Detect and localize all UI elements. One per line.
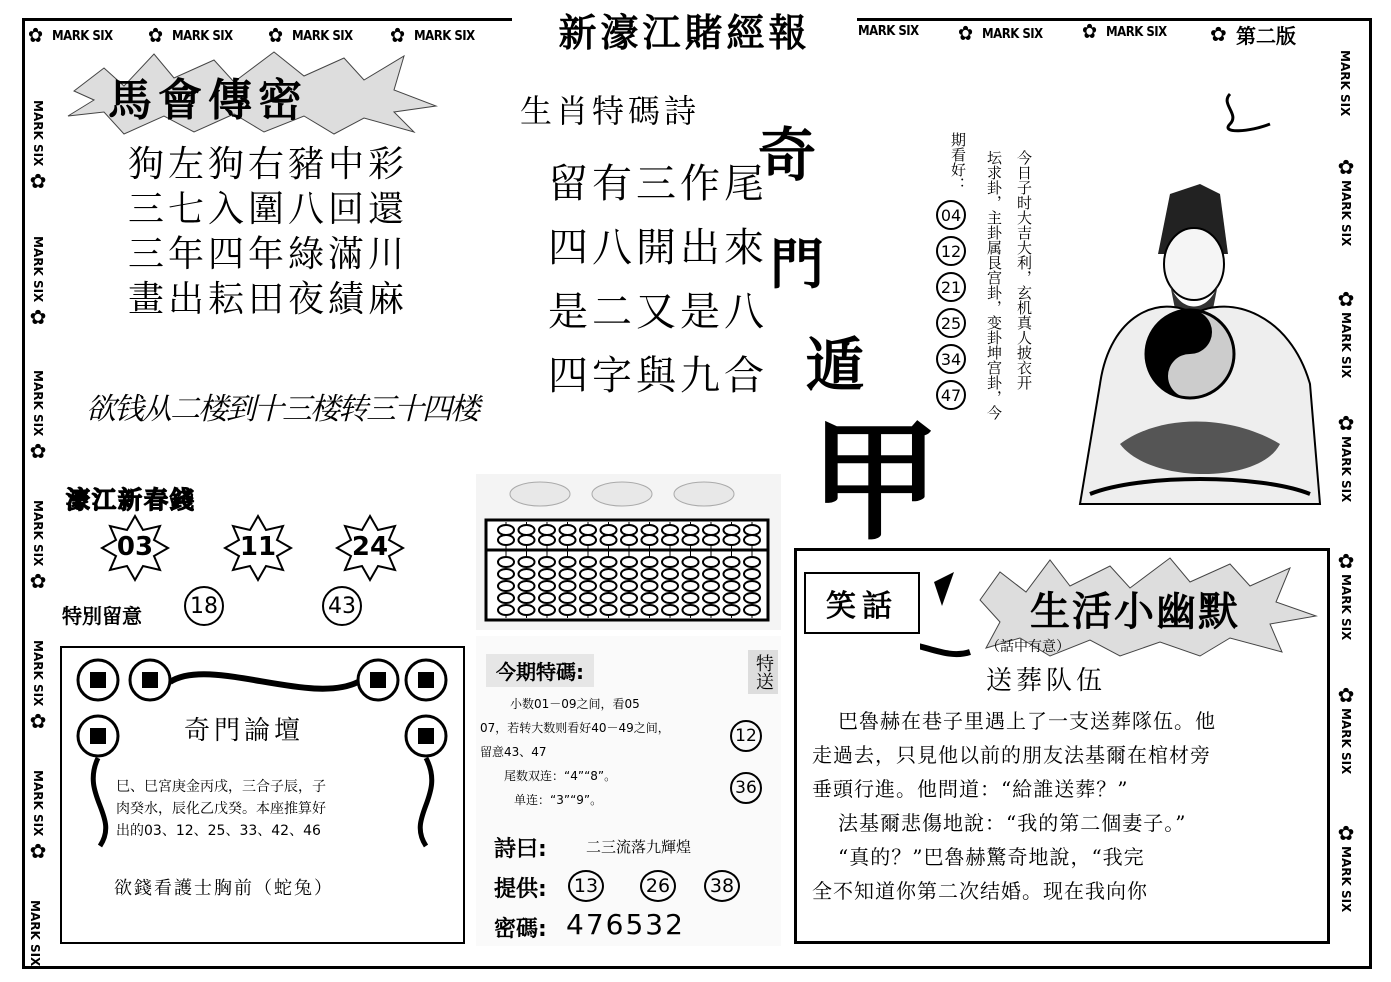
- prophecy-number: 25: [936, 308, 966, 338]
- mark-six-logo: ✿ MARK SIX: [1082, 22, 1167, 42]
- special-number: 18: [184, 586, 224, 626]
- abacus-bead: [662, 605, 678, 615]
- abacus-bead: [744, 525, 760, 535]
- prophecy-col2: 坛求卦，主卦属艮宫卦，变卦坤宫卦，今: [985, 150, 1003, 420]
- mark-six-logo: ✿ MARK SIX: [1336, 156, 1356, 246]
- zodiac-poem: 留有三作尾 四八開出來 是二又是八 四字與九合: [548, 161, 768, 399]
- abacus-bead: [662, 535, 678, 545]
- mark-six-logo: MARK SIX ✿: [28, 640, 48, 730]
- qimen-char: 奇: [758, 121, 817, 189]
- abacus-bead: [601, 581, 617, 591]
- mark-six-logo: ✿ MARK SIX: [390, 26, 475, 46]
- forum-text: 巳、巳宮庚金丙戌，三合子辰，子 肉癸水，辰化乙戊癸。本座推算好 出的03、12、25、33、42、46: [116, 779, 326, 839]
- abacus-bead: [601, 525, 617, 535]
- abacus-bead: [601, 557, 617, 567]
- mark-six-logo: MARK SIX ✿: [28, 100, 48, 190]
- mark-six-logo: MARK SIX: [28, 900, 42, 967]
- prophecy-number: 21: [936, 272, 966, 302]
- abacus-bead: [580, 605, 596, 615]
- star-number: 03: [116, 532, 154, 562]
- edition-label: ✿ 第二版: [1210, 20, 1296, 49]
- code-value: 476532: [566, 908, 685, 941]
- abacus-bead: [642, 569, 658, 579]
- abacus-bead: [724, 569, 740, 579]
- abacus-bead: [621, 535, 637, 545]
- mark-six-logo: ✿ MARK SIX: [1336, 684, 1356, 774]
- mark-six-logo: MARK SIX ✿: [28, 236, 48, 326]
- abacus-bead: [683, 525, 699, 535]
- joke-story: 巴魯赫在巷子里遇上了一支送葬隊伍。他 走過去，只見他以前的朋友法基爾在棺材旁 垂頭行進。他問道：“給誰送葬？” 法基爾悲傷地說：“我的第二個妻子。” “真的？”巴魯赫驚奇地說，“我完 全不知道你第二次结婚。现在我向你: [812, 709, 1216, 903]
- abacus-bead: [642, 581, 658, 591]
- abacus-bead: [519, 593, 535, 603]
- abacus-bead: [662, 581, 678, 591]
- abacus-bead: [683, 605, 699, 615]
- abacus-bead: [703, 557, 719, 567]
- abacus-bead: [580, 535, 596, 545]
- abacus-bead: [621, 557, 637, 567]
- abacus-bead: [621, 569, 637, 579]
- abacus-bead: [539, 581, 555, 591]
- abacus-bead: [642, 557, 658, 567]
- abacus-bead: [560, 525, 576, 535]
- abacus-bead: [642, 535, 658, 545]
- mark-six-logo: ✿ MARK SIX: [148, 26, 233, 46]
- abacus-bead: [498, 569, 514, 579]
- abacus-bead: [724, 525, 740, 535]
- abacus-bead: [560, 605, 576, 615]
- prophecy-col3: 期看好：: [949, 132, 967, 192]
- star-number: 24: [351, 532, 389, 562]
- abacus-bead: [683, 581, 699, 591]
- abacus-bead: [662, 525, 678, 535]
- secret-title: 馬會傳密: [108, 75, 308, 126]
- abacus-bead: [601, 593, 617, 603]
- abacus-bead: [580, 557, 596, 567]
- abacus-bead: [642, 593, 658, 603]
- abacus-bead: [683, 557, 699, 567]
- prophecy-number: 34: [936, 344, 966, 374]
- handwritten-hint: 欲钱从二楼到十三楼转三十四楼: [86, 392, 478, 427]
- prophecy-number: 12: [936, 236, 966, 266]
- abacus-bead: [601, 605, 617, 615]
- abacus-bead: [621, 525, 637, 535]
- abacus-bead: [519, 581, 535, 591]
- mark-six-logo: MARK SIX: [1338, 50, 1352, 117]
- abacus-bead: [601, 569, 617, 579]
- prophecy-number: 47: [936, 380, 966, 410]
- abacus-bead: [724, 581, 740, 591]
- abacus-bead: [642, 525, 658, 535]
- joke-label: 笑話: [804, 572, 920, 634]
- abacus-bead: [539, 569, 555, 579]
- abacus-bead: [744, 557, 760, 567]
- abacus-bead: [519, 557, 535, 567]
- mark-six-logo: MARK SIX: [858, 24, 919, 39]
- abacus-bead: [519, 569, 535, 579]
- special-send-label: 特送: [748, 650, 778, 694]
- send-number: 36: [730, 772, 762, 804]
- abacus-bead: [642, 605, 658, 615]
- abacus-bead: [498, 525, 514, 535]
- star-number: 11: [239, 532, 277, 562]
- abacus-bead: [498, 581, 514, 591]
- abacus-bead: [539, 535, 555, 545]
- abacus-bead: [683, 535, 699, 545]
- provide-number: 13: [568, 870, 604, 902]
- mark-six-logo: ✿ MARK SIX: [958, 24, 1043, 44]
- story-title: 送葬队伍: [986, 666, 1107, 696]
- qimen-char: 甲: [810, 405, 941, 558]
- abacus-bead: [724, 557, 740, 567]
- mark-six-logo: ✿ MARK SIX: [28, 26, 113, 46]
- abacus-bead: [744, 581, 760, 591]
- abacus-bead: [519, 535, 535, 545]
- mark-six-logo: ✿ MARK SIX: [1336, 412, 1356, 502]
- horse-poem: 狗左狗右豬中彩 三七入圍八回還 三年四年綠滿川 畫出耘田夜績麻: [128, 144, 409, 320]
- abacus-bead: [683, 593, 699, 603]
- abacus-bead: [621, 581, 637, 591]
- prophecy-col1: 今日子时大吉大利，玄机真人披衣开: [1015, 150, 1033, 390]
- abacus-bead: [744, 535, 760, 545]
- qimen-char: 遁: [806, 331, 865, 399]
- mark-six-logo: ✿ MARK SIX: [1336, 550, 1356, 640]
- abacus-bead: [683, 569, 699, 579]
- forum-footer: 欲錢看護士胸前（蛇兔）: [114, 878, 334, 899]
- poem-label: 詩曰:: [494, 837, 547, 862]
- provide-label: 提供:: [494, 877, 547, 902]
- abacus-bead: [580, 593, 596, 603]
- masthead: 新濠江賭經報: [512, 6, 857, 52]
- abacus-bead: [621, 605, 637, 615]
- abacus-bead: [560, 535, 576, 545]
- special-attention-label: 特別留意: [62, 604, 142, 628]
- abacus-bead: [519, 605, 535, 615]
- abacus-bead: [519, 525, 535, 535]
- abacus-bead: [498, 557, 514, 567]
- mark-six-logo: ✿ MARK SIX: [1336, 288, 1356, 378]
- zodiac-poem-title: 生肖特碼詩: [520, 92, 701, 130]
- special-code-title: 今期特碼:: [486, 654, 594, 687]
- abacus-bead: [560, 581, 576, 591]
- abacus-bead: [744, 605, 760, 615]
- taoist-sage-illustration: [1060, 84, 1330, 524]
- abacus-bead: [744, 569, 760, 579]
- poem-text: 二三流落九輝煌: [586, 838, 692, 856]
- prophecy-number: 04: [936, 200, 966, 230]
- provide-number: 38: [704, 870, 740, 902]
- mark-six-logo: MARK SIX ✿: [28, 770, 48, 860]
- abacus-bead: [601, 535, 617, 545]
- abacus-bead: [662, 569, 678, 579]
- code-label: 密碼:: [494, 917, 547, 942]
- mark-six-logo: ✿ MARK SIX: [268, 26, 353, 46]
- forum-title: 奇門論壇: [184, 716, 305, 746]
- code-explanation: 小数01－09之间，看05 07，若转大数则看好40－49之间， 留意43、47 尾数双连：“4”“8”。 单连：“3”“9”。: [480, 697, 670, 807]
- abacus-bead: [560, 569, 576, 579]
- abacus-bead: [498, 535, 514, 545]
- humor-subtitle: （話中有意）: [986, 639, 1070, 655]
- humor-title: 生活小幽默: [1030, 588, 1240, 635]
- abacus-bead: [662, 557, 678, 567]
- abacus-icon: [484, 478, 774, 624]
- abacus-bead: [703, 605, 719, 615]
- send-number: 12: [730, 720, 762, 752]
- abacus-bead: [539, 605, 555, 615]
- qimen-char: 門: [770, 232, 824, 296]
- abacus-bead: [560, 593, 576, 603]
- abacus-bead: [539, 525, 555, 535]
- provide-number: 26: [640, 870, 676, 902]
- abacus-bead: [580, 525, 596, 535]
- abacus-bead: [703, 593, 719, 603]
- abacus-bead: [703, 535, 719, 545]
- abacus-bead: [539, 557, 555, 567]
- abacus-bead: [724, 593, 740, 603]
- mark-six-logo: MARK SIX ✿: [28, 500, 48, 590]
- abacus-bead: [539, 593, 555, 603]
- abacus-bead: [621, 593, 637, 603]
- abacus-bead: [703, 581, 719, 591]
- mark-six-logo: MARK SIX ✿: [28, 370, 48, 460]
- abacus-bead: [744, 593, 760, 603]
- abacus-bead: [560, 557, 576, 567]
- abacus-bead: [724, 605, 740, 615]
- new-year-title: 濠江新春錢: [66, 485, 196, 514]
- abacus-bead: [724, 535, 740, 545]
- abacus-bead: [580, 581, 596, 591]
- abacus-bead: [498, 605, 514, 615]
- abacus-bead: [580, 569, 596, 579]
- abacus-bead: [498, 593, 514, 603]
- abacus-bead: [662, 593, 678, 603]
- abacus-bead: [703, 525, 719, 535]
- mark-six-logo: ✿ MARK SIX: [1336, 822, 1356, 912]
- abacus-bead: [703, 569, 719, 579]
- special-number: 43: [322, 586, 362, 626]
